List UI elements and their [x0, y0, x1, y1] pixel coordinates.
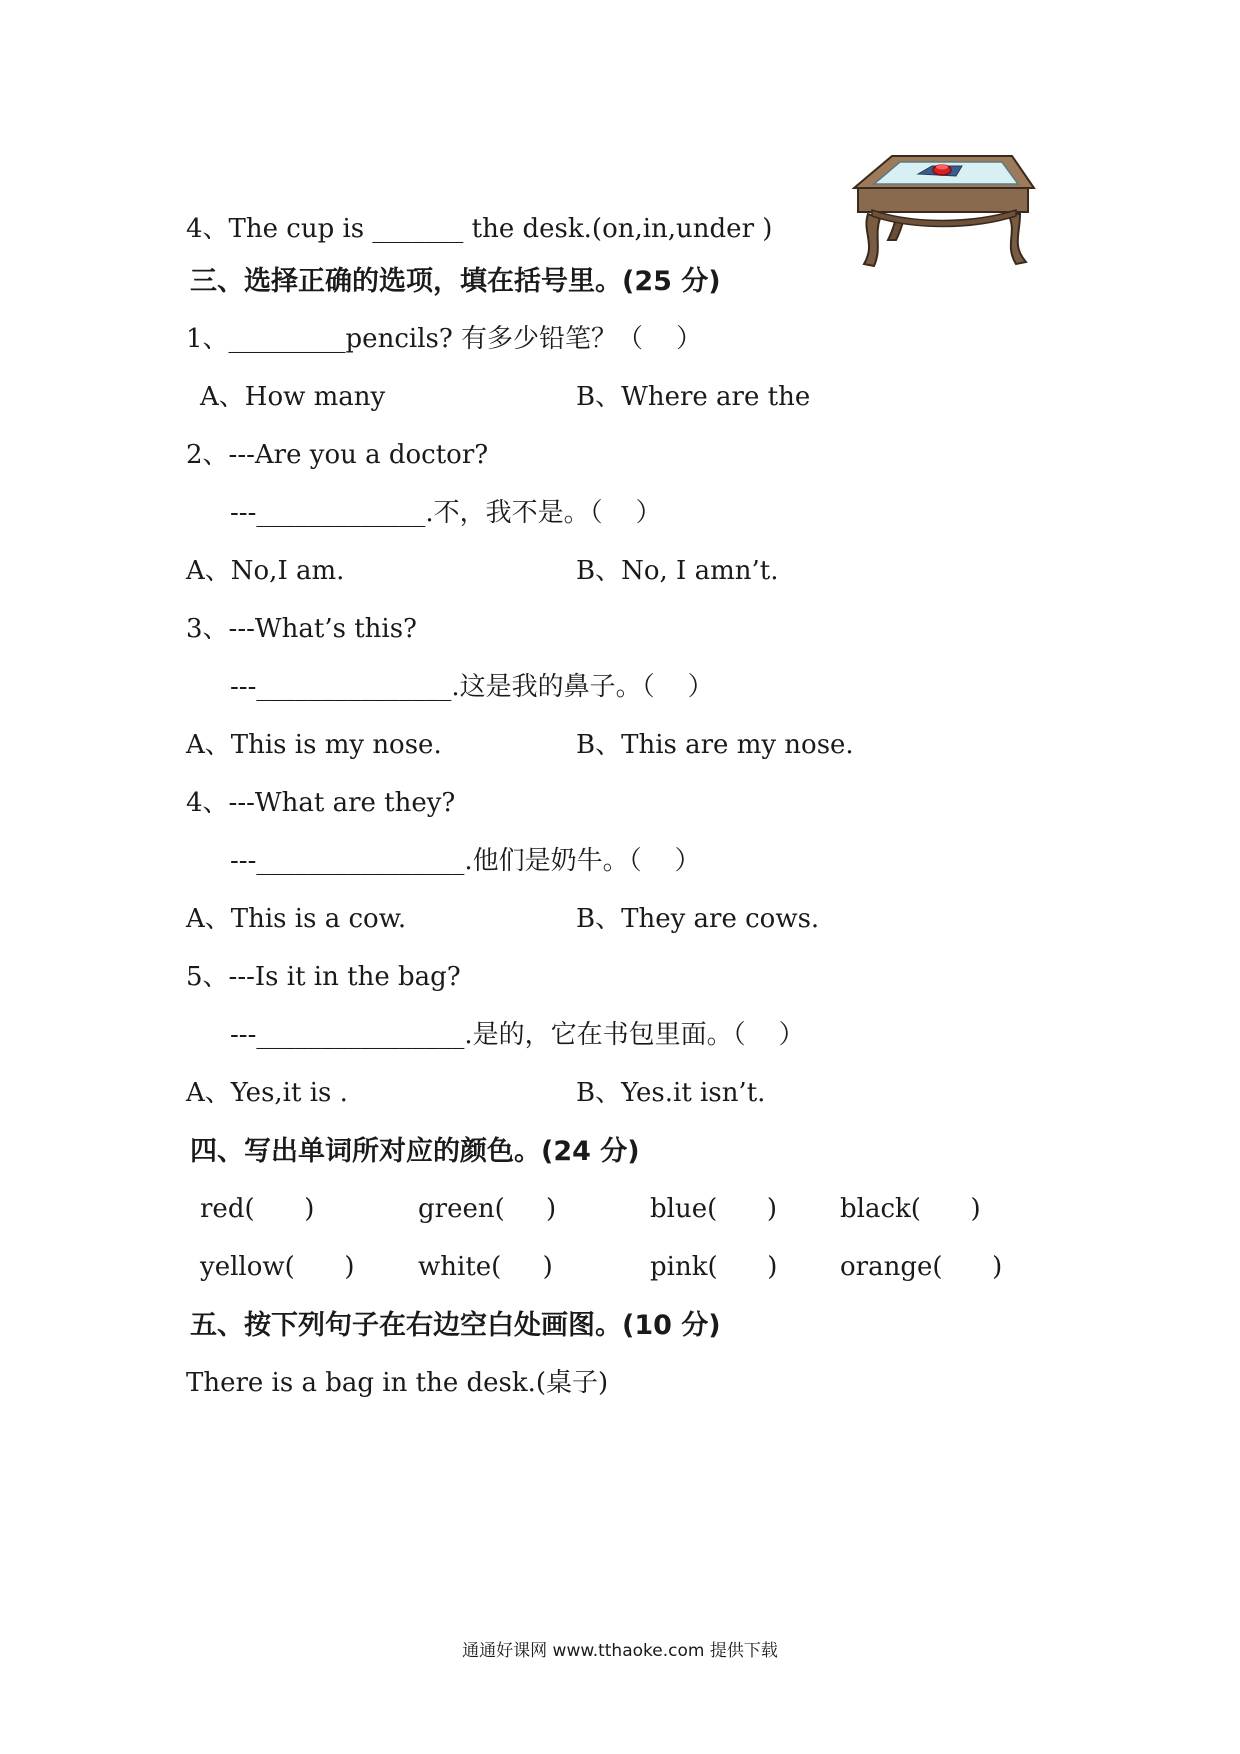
- part3-q3-answer-blank: ---_______________.这是我的鼻子。（ ）: [230, 672, 714, 702]
- part3-q3-option-a: A、This is my nose.: [186, 730, 442, 760]
- color-item-green: green( ): [418, 1194, 557, 1224]
- part3-q5-option-a: A、Yes,it is .: [186, 1078, 348, 1108]
- part3-q4-option-a: A、This is a cow.: [186, 904, 407, 934]
- part3-question-2: 2、---Are you a doctor?: [186, 440, 489, 470]
- part3-q5-option-b: B、Yes.it isn’t.: [576, 1078, 766, 1108]
- desk-illustration: [852, 152, 1036, 270]
- color-item-orange: orange( ): [840, 1252, 1003, 1282]
- color-item-pink: pink( ): [650, 1252, 778, 1282]
- part5-heading: 五、按下列句子在右边空白处画图。(10 分): [190, 1310, 721, 1341]
- part3-heading: 三、选择正确的选项，填在括号里。(25 分): [190, 266, 721, 297]
- color-item-white: white( ): [418, 1252, 553, 1282]
- footer-credit: 通通好课网 www.tthaoke.com 提供下载: [462, 1641, 778, 1661]
- part3-q2-option-a: A、No,I am.: [186, 556, 345, 586]
- part3-q3-option-b: B、This are my nose.: [576, 730, 854, 760]
- part2-question-4: 4、The cup is _______ the desk.(on,in,under ): [186, 214, 773, 244]
- part3-q1-option-a: A、How many: [200, 382, 386, 412]
- color-item-blue: blue( ): [650, 1194, 777, 1224]
- part3-q4-option-b: B、They are cows.: [576, 904, 820, 934]
- part3-q4-answer-blank: ---________________.他们是奶牛。（ ）: [230, 846, 701, 876]
- part3-q2-answer-blank: ---_____________.不，我不是。（ ）: [230, 498, 662, 528]
- part3-question-4: 4、---What are they?: [186, 788, 456, 818]
- part3-question-1: 1、_________pencils? 有多少铅笔？（ ）: [186, 324, 703, 354]
- part3-q2-option-b: B、No, I amn’t.: [576, 556, 779, 586]
- color-item-red: red( ): [200, 1194, 315, 1224]
- part3-question-5: 5、---Is it in the bag?: [186, 962, 461, 992]
- part4-heading: 四、写出单词所对应的颜色。(24 分): [190, 1136, 640, 1167]
- part3-q1-option-b: B、Where are the: [576, 382, 811, 412]
- part3-question-3: 3、---What’s this?: [186, 614, 417, 644]
- color-item-yellow: yellow( ): [200, 1252, 355, 1282]
- color-item-black: black( ): [840, 1194, 981, 1224]
- part5-sentence: There is a bag in the desk.(桌子): [186, 1368, 609, 1398]
- part3-q5-answer-blank: ---________________.是的，它在书包里面。（ ）: [230, 1020, 805, 1050]
